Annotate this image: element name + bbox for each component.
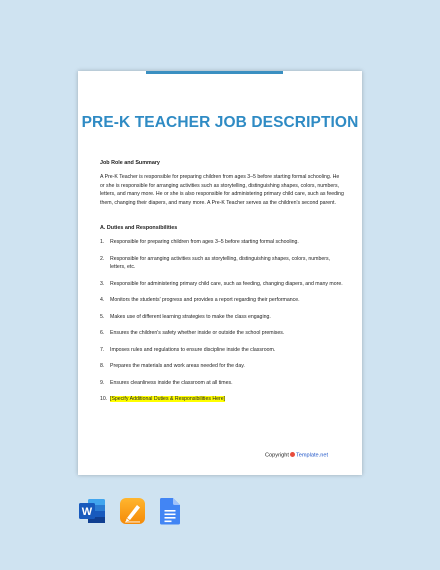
list-item-text: Prepares the materials and work areas needed for the day. [110,363,245,370]
list-item-text: Imposes rules and regulations to ensure discipline inside the classroom. [110,346,276,353]
list-item-number: 1. [100,239,105,246]
template-logo-icon [290,452,295,457]
list-item [100,379,344,387]
placeholder-highlight: [Specify Additional Duties & Responsibilities Here] [110,396,226,403]
list-item [100,395,344,403]
list-item-text: Responsible for administering primary child care, such as feeding, changing diapers, and many more. [110,280,343,287]
list-item-number: 4. [100,297,105,304]
word-icon[interactable] [79,497,106,525]
list-item [100,346,344,354]
svg-text:W: W [81,506,93,518]
copyright-label: Copyright [265,452,289,459]
list-item [100,280,344,288]
duties-list [100,238,344,403]
list-item [100,296,344,304]
list-item-text: Responsible for arranging activities such as storytelling, distinguishing shapes, colors, numbers, letters, etc. [110,255,331,271]
list-item-number: 6. [100,330,105,337]
template-link[interactable]: Template.net [295,452,328,459]
list-item-number: 8. [100,363,105,370]
list-item-text: Ensures cleanliness inside the classroom at all times. [110,379,233,386]
list-item [100,362,344,370]
list-item-text: Ensures the children's safety whether inside or outside the school premises. [110,330,285,337]
accent-bar [146,71,283,74]
list-item-number: 10. [100,396,108,403]
list-item-number: 3. [100,280,105,287]
list-item [100,255,344,272]
summary-paragraph: A Pre-K Teacher is responsible for preparing children from ages 3–5 before starting formal schooling. He or she is responsible for arranging activities such as storytelling, distinguishing shapes, colors, numbers, letters, and many more. He or she is also responsible for administering primary child care, such as feeding them, changing their diapers, and many more. A Pre-K Teacher serves as the children's second parent. [100,174,344,206]
list-item-text: Responsible for preparing children from ages 3–5 before starting formal schooling. [110,239,299,246]
role-heading: Job Role and Summary [100,160,160,166]
document-title: PRE-K TEACHER JOB DESCRIPTION [81,114,359,131]
list-item-number: 2. [100,255,105,262]
list-item-number: 9. [100,379,105,386]
list-item-text: Monitors the students' progress and provides a report regarding their performance. [110,297,300,304]
list-item-number: 5. [100,313,105,320]
copyright-footer [265,452,328,459]
google-docs-icon[interactable] [159,497,181,525]
list-item [100,329,344,337]
list-item [100,313,344,321]
document-body [100,159,344,412]
document-preview [78,71,362,475]
list-item [100,238,344,246]
pages-icon[interactable] [119,497,146,525]
duties-heading: A. Duties and Responsibilities [100,225,178,232]
list-item-text: Makes use of different learning strategies to make the class engaging. [110,313,271,320]
list-item-number: 7. [100,346,105,353]
